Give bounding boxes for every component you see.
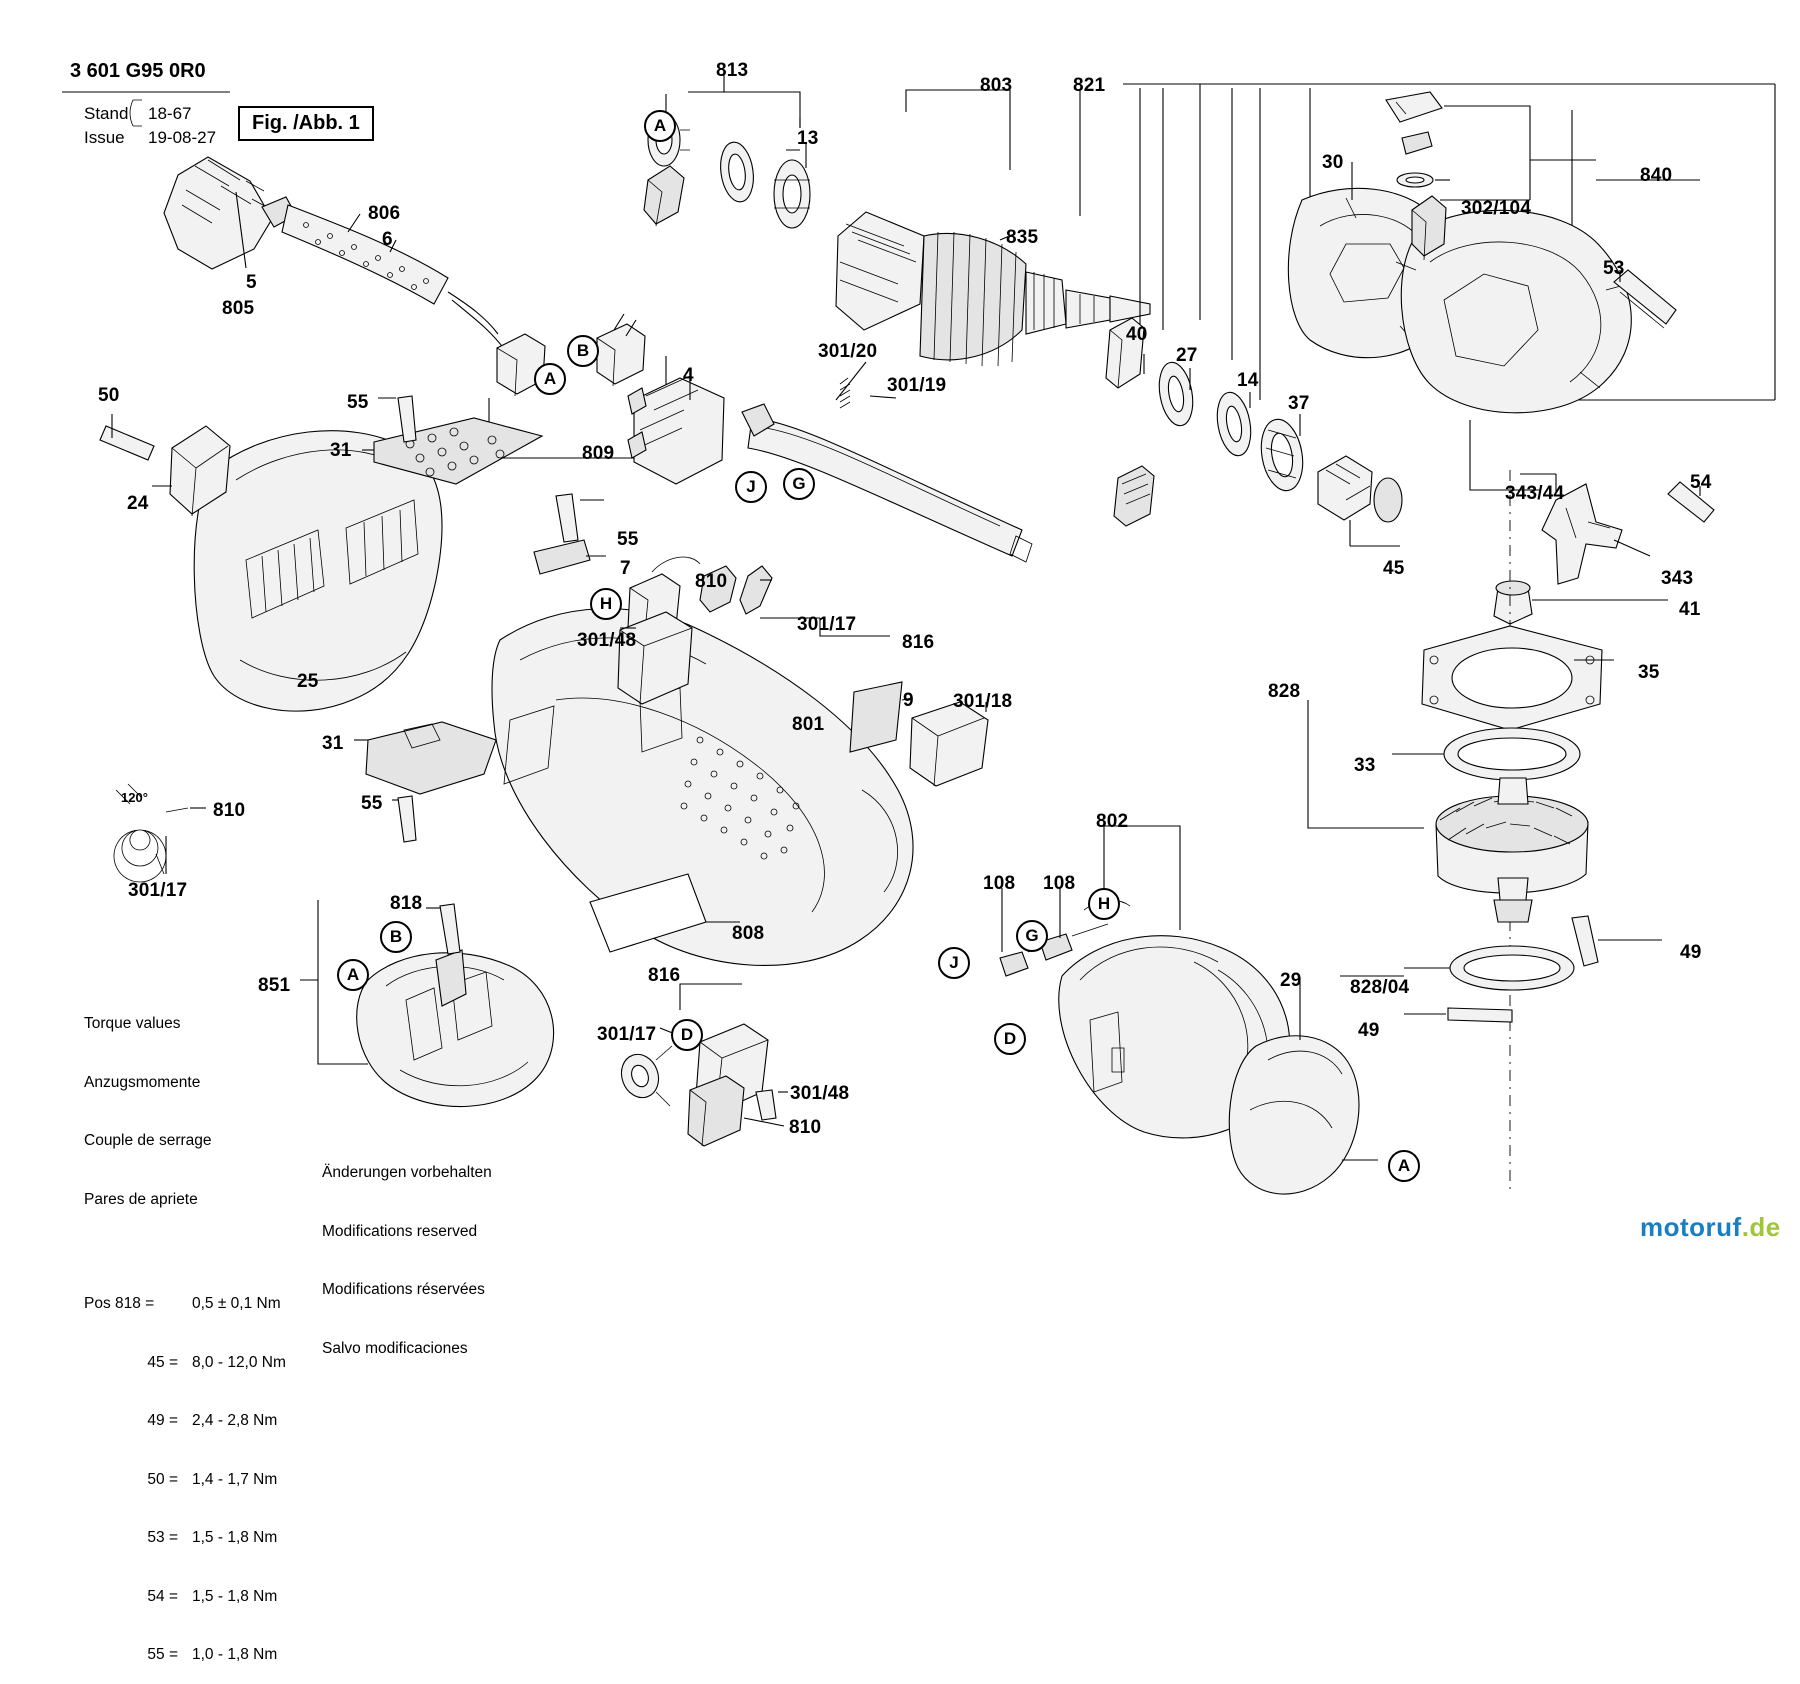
callout-54: 54 [1690, 472, 1712, 493]
marker-h: H [1088, 888, 1120, 920]
part-number: 3 601 G95 0R0 [70, 60, 206, 82]
note-line: Salvo modificaciones [322, 1339, 468, 1357]
marker-d: D [994, 1023, 1026, 1055]
marker-b: B [380, 921, 412, 953]
callout-37: 37 [1288, 393, 1310, 414]
group-switch-module [300, 900, 554, 1107]
callout-40: 40 [1126, 324, 1148, 345]
callout-7: 7 [620, 558, 631, 579]
callout-816: 816 [648, 965, 681, 986]
note-line: Änderungen vorbehalten [322, 1164, 492, 1181]
torque-pos: 54 = [147, 1587, 178, 1605]
torque-value: 0,5 ± 0,1 Nm [192, 1295, 281, 1312]
marker-g: G [783, 468, 815, 500]
callout-35: 35 [1638, 662, 1660, 683]
marker-a: A [534, 363, 566, 395]
callout-809: 809 [582, 443, 615, 464]
marker-b: B [567, 335, 599, 367]
stand-label: Stand [84, 104, 129, 123]
callout-818: 818 [390, 893, 423, 914]
note-line: Modifications reserved [322, 1222, 478, 1240]
callout-828-04: 828/04 [1350, 977, 1410, 998]
group-lower-parts [616, 984, 788, 1146]
callout-4: 4 [683, 365, 694, 386]
annotation-angle: 120° [121, 790, 148, 805]
group-gear-head [1396, 196, 1714, 624]
marker-a: A [644, 110, 676, 142]
torque-pos: 50 = [147, 1470, 178, 1488]
torque-pos: Pos 818 = [84, 1295, 155, 1312]
torque-value: 2,4 - 2,8 Nm [192, 1412, 278, 1429]
callout-343-44: 343/44 [1505, 483, 1565, 504]
torque-row [84, 1645, 286, 1665]
marker-j: J [735, 471, 767, 503]
callout-55: 55 [347, 392, 369, 413]
callout-301-17: 301/17 [128, 880, 188, 901]
callout-302-104: 302/104 [1461, 198, 1532, 219]
torque-row [84, 1528, 286, 1548]
issue-date: 19-08-27 [148, 128, 217, 147]
torque-title-3: Pares de apriete [84, 1190, 198, 1208]
callout-802: 802 [1096, 811, 1129, 832]
callout-49: 49 [1680, 942, 1702, 963]
marker-a: A [337, 959, 369, 991]
callout-31: 31 [330, 440, 352, 461]
group-motor-housing [100, 396, 542, 882]
callout-301-19: 301/19 [887, 375, 947, 396]
callout-14: 14 [1237, 370, 1259, 391]
callout-835: 835 [1006, 227, 1039, 248]
torque-row [84, 1294, 286, 1314]
callout-301-18: 301/18 [953, 691, 1013, 712]
callout-50: 50 [98, 385, 120, 406]
callout-813: 813 [716, 60, 749, 81]
figure-label: Fig. /Abb. 1 [238, 106, 374, 141]
group-main-body [492, 494, 988, 965]
group-gear-stack [1308, 470, 1662, 1190]
marker-d: D [671, 1019, 703, 1051]
callout-13: 13 [797, 128, 819, 149]
callout-41: 41 [1679, 599, 1701, 620]
callout-343: 343 [1661, 568, 1694, 589]
callout-810: 810 [213, 800, 246, 821]
torque-value: 1,5 - 1,8 Nm [192, 1529, 278, 1546]
callout-801: 801 [792, 714, 825, 735]
torque-title-2: Couple de serrage [84, 1132, 212, 1149]
callout-24: 24 [127, 493, 149, 514]
torque-value: 1,0 - 1,8 Nm [192, 1646, 278, 1663]
torque-row [84, 1470, 286, 1490]
callout-49: 49 [1358, 1020, 1380, 1041]
callout-6: 6 [382, 229, 393, 250]
callout-301-48: 301/48 [577, 630, 637, 651]
callout-810: 810 [789, 1117, 822, 1138]
callout-821: 821 [1073, 75, 1106, 96]
callout-806: 806 [368, 203, 401, 224]
torque-value: 1,4 - 1,7 Nm [192, 1470, 278, 1488]
callout-31: 31 [322, 733, 344, 754]
callout-840: 840 [1640, 165, 1673, 186]
watermark-name: motoruf [1640, 1212, 1742, 1242]
marker-a: A [1388, 1150, 1420, 1182]
stand-date: 18-67 [148, 104, 192, 123]
callout-851: 851 [258, 975, 291, 996]
torque-pos: 45 = [147, 1353, 178, 1371]
torque-row [84, 1353, 286, 1373]
callout-5: 5 [246, 272, 257, 293]
callout-803: 803 [980, 75, 1013, 96]
marker-j: J [938, 947, 970, 979]
torque-value: 1,5 - 1,8 Nm [192, 1587, 278, 1605]
callout-805: 805 [222, 298, 255, 319]
torque-title-1: Anzugsmomente [84, 1073, 201, 1091]
callout-27: 27 [1176, 345, 1198, 366]
callout-30: 30 [1322, 152, 1344, 173]
group-bearings-top [644, 74, 810, 228]
callout-55: 55 [617, 529, 639, 550]
watermark-tld: .de [1741, 1212, 1781, 1242]
torque-row [84, 1587, 286, 1607]
marker-g: G [1016, 920, 1048, 952]
torque-value: 8,0 - 12,0 Nm [192, 1353, 286, 1371]
callout-816: 816 [902, 632, 935, 653]
callout-301-20: 301/20 [818, 341, 878, 362]
callout-33: 33 [1354, 755, 1376, 776]
callout-45: 45 [1383, 558, 1405, 579]
callout-810: 810 [695, 571, 728, 592]
callout-108: 108 [1043, 873, 1076, 894]
callout-808: 808 [732, 923, 765, 944]
torque-pos: 53 = [147, 1529, 178, 1546]
torque-pos: 49 = [147, 1412, 178, 1429]
callout-9: 9 [903, 690, 914, 711]
callout-53: 53 [1603, 258, 1625, 279]
marker-h: H [590, 588, 622, 620]
torque-title-0: Torque values [84, 1015, 181, 1032]
callout-301-17: 301/17 [797, 614, 857, 635]
callout-301-48: 301/48 [790, 1083, 850, 1104]
callout-108: 108 [983, 873, 1016, 894]
callout-29: 29 [1280, 970, 1302, 991]
issue-label: Issue [84, 128, 125, 147]
note-line: Modifications réservées [322, 1281, 485, 1298]
callout-25: 25 [297, 671, 319, 692]
callout-301-17: 301/17 [597, 1024, 657, 1045]
callout-828: 828 [1268, 681, 1301, 702]
callout-55: 55 [361, 793, 383, 814]
torque-pos: 55 = [147, 1646, 178, 1663]
watermark [1640, 1212, 1781, 1243]
group-field-and-slider [628, 362, 1032, 562]
torque-row [84, 1411, 286, 1431]
